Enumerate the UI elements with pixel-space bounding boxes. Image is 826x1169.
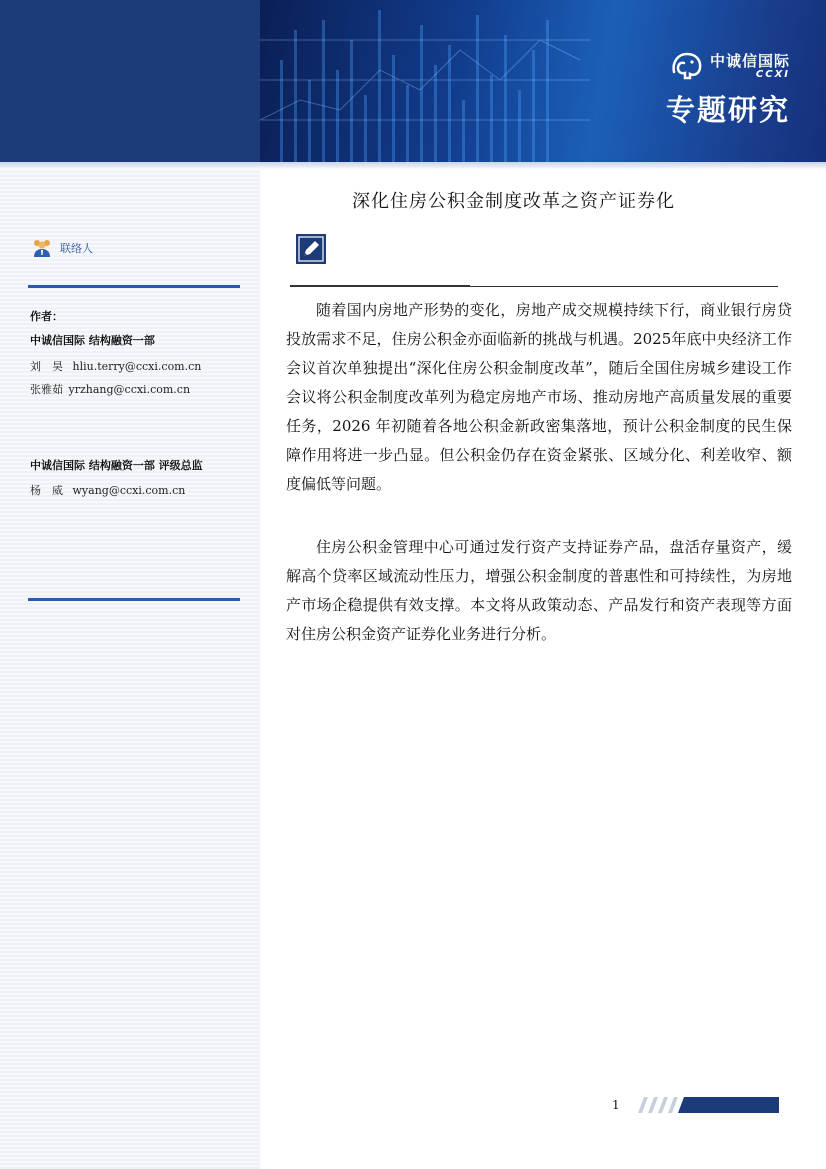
footer-stripe-graphic — [636, 1097, 779, 1113]
pen-icon — [296, 234, 326, 264]
page-number: 1 — [612, 1098, 620, 1112]
author-name: 张雅茹 — [30, 383, 63, 396]
author-email[interactable]: hliu.terry@ccxi.com.cn — [72, 360, 202, 373]
document-title: 深化住房公积金制度改革之资产证券化 — [352, 191, 675, 212]
contact-heading — [32, 237, 93, 259]
contacts-icon — [32, 237, 52, 259]
team-name: 中诚信国际 结构融资一部 评级总监 — [30, 459, 203, 472]
brand-name-en: CCXI — [755, 69, 790, 80]
author-name: 刘 昊 — [30, 360, 63, 373]
author-email[interactable]: yrzhang@ccxi.com.cn — [68, 383, 191, 396]
author-entry — [30, 482, 185, 498]
contact-label: 联络人 — [60, 242, 93, 255]
sidebar-divider-top — [28, 285, 240, 288]
author-name: 杨 威 — [30, 484, 63, 497]
sidebar-divider-bottom — [28, 598, 240, 601]
author-entry — [30, 358, 201, 374]
header-left-panel — [0, 0, 260, 162]
data-screen-graphic — [260, 0, 826, 162]
authors-title: 作者： — [30, 310, 63, 323]
author-entry — [30, 381, 190, 397]
team-name: 中诚信国际 结构融资一部 — [30, 334, 155, 347]
header-banner — [260, 0, 826, 162]
elephant-logo-icon — [670, 50, 704, 80]
title-divider-accent — [290, 285, 470, 287]
brand-logo — [670, 50, 790, 80]
header-divider — [0, 162, 826, 170]
body-paragraph: 随着国内房地产形势的变化，房地产成交规模持续下行，商业银行房贷投放需求不足，住房公积金亦面临新的挑战与机遇。2025年底中央经济工作会议首次单独提出“深化住房公积金制度改革”，随后全国住房城乡建设工作会议将公积金制度改革列为稳定房地产市场、推动房地产高质量发展的重要任务，2026 年初随着各地公积金新政密集落地，预计公积金制度的民生保障作用将进一步凸显。但公积金仍存在资金紧张、区域分化、利差收窄、额度偏低等问题。 — [286, 301, 792, 493]
body-paragraph: 住房公积金管理中心可通过发行资产支持证券产品，盘活存量资产，缓解高个贷率区域流动性压力，增强公积金制度的普惠性和可持续性，为房地产市场企稳提供有效支撑。本文将从政策动态、产品发行和资产表现等方面对住房公积金资产证券化业务进行分析。 — [286, 538, 792, 643]
report-type-label: 专题研究 — [665, 93, 790, 127]
author-email[interactable]: wyang@ccxi.com.cn — [72, 484, 186, 497]
brand-name-cn: 中诚信国际 — [709, 52, 790, 70]
